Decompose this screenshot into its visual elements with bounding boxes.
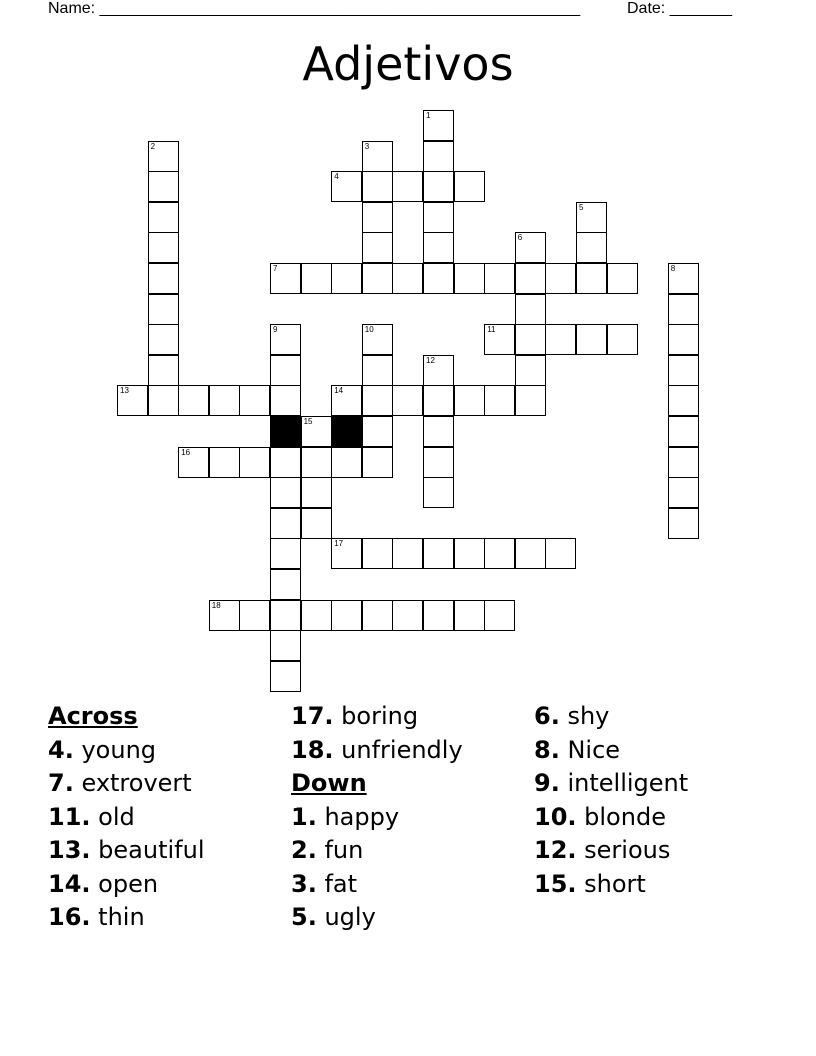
- crossword-cell[interactable]: [148, 355, 179, 386]
- crossword-cell[interactable]: [362, 447, 393, 478]
- crossword-cell[interactable]: [301, 508, 332, 539]
- crossword-cell[interactable]: [668, 385, 699, 416]
- black-square: [331, 416, 362, 447]
- clues-section: [48, 700, 768, 950]
- clue-down-9: [534, 767, 774, 801]
- crossword-cell[interactable]: [270, 508, 301, 539]
- crossword-cell[interactable]: [484, 385, 515, 416]
- clue-down-15: [534, 868, 774, 902]
- crossword-cell[interactable]: [668, 508, 699, 539]
- crossword-cell[interactable]: [301, 477, 332, 508]
- crossword-cell[interactable]: [148, 385, 179, 416]
- clue-down-5: [291, 901, 531, 935]
- crossword-cell[interactable]: [301, 263, 332, 294]
- crossword-cell[interactable]: [423, 477, 454, 508]
- crossword-cell[interactable]: [178, 385, 209, 416]
- clue-text: open: [98, 869, 159, 898]
- crossword-cell[interactable]: [239, 447, 270, 478]
- crossword-cell[interactable]: [668, 477, 699, 508]
- cell-number: 18: [211, 600, 221, 610]
- clue-number: 13.: [48, 836, 91, 864]
- clue-number: 8.: [534, 735, 560, 764]
- cell-number: 6: [517, 233, 523, 243]
- crossword-cell[interactable]: [607, 263, 638, 294]
- crossword-cell[interactable]: [270, 355, 301, 386]
- crossword-cell[interactable]: [301, 447, 332, 478]
- cell-number: 15: [303, 417, 313, 426]
- clue-text: unfriendly: [341, 735, 463, 764]
- cell-number: 13: [120, 386, 129, 396]
- clue-column-2: [291, 700, 531, 935]
- crossword-cell[interactable]: [515, 355, 546, 386]
- crossword-cell[interactable]: [392, 538, 423, 569]
- clue-number: 3.: [291, 869, 317, 898]
- crossword-cell[interactable]: [515, 324, 546, 355]
- crossword-cell[interactable]: [454, 385, 485, 416]
- crossword-cell[interactable]: [270, 569, 301, 600]
- clue-down-8: [534, 734, 774, 768]
- crossword-cell[interactable]: [423, 171, 454, 202]
- cell-number: 10: [364, 325, 374, 335]
- crossword-cell[interactable]: [668, 447, 699, 478]
- crossword-cell[interactable]: [117, 385, 148, 416]
- clue-text: boring: [341, 702, 419, 730]
- crossword-cell[interactable]: [270, 477, 301, 508]
- crossword-cell[interactable]: [270, 600, 301, 631]
- crossword-cell[interactable]: [331, 263, 362, 294]
- clue-number: 2.: [291, 836, 317, 864]
- clue-across-11: [48, 801, 288, 835]
- crossword-cell[interactable]: [331, 171, 362, 202]
- crossword-cell[interactable]: [515, 538, 546, 569]
- across-heading: Across: [48, 702, 138, 730]
- down-heading: Down: [291, 769, 367, 797]
- cell-number: 11: [487, 325, 496, 335]
- crossword-cell[interactable]: [668, 355, 699, 386]
- clue-number: 5.: [291, 903, 317, 931]
- crossword-cell[interactable]: [454, 600, 485, 631]
- crossword-cell[interactable]: [331, 600, 362, 631]
- crossword-cell[interactable]: [515, 263, 546, 294]
- crossword-cell[interactable]: [270, 538, 301, 569]
- crossword-cell[interactable]: [484, 324, 515, 355]
- crossword-cell[interactable]: [668, 416, 699, 447]
- clue-down-1: [291, 801, 531, 835]
- clue-number: 9.: [534, 769, 560, 797]
- clue-across-18: [291, 734, 531, 768]
- crossword-cell[interactable]: [239, 385, 270, 416]
- clue-across-14: [48, 868, 288, 902]
- cell-number: 7: [273, 264, 278, 273]
- crossword-cell[interactable]: [423, 600, 454, 631]
- clue-number: 17.: [291, 702, 334, 730]
- crossword-cell[interactable]: [362, 416, 393, 447]
- clue-across-13: [48, 834, 288, 868]
- crossword-cell[interactable]: [423, 232, 454, 263]
- crossword-cell[interactable]: [484, 600, 515, 631]
- crossword-cell[interactable]: [423, 202, 454, 233]
- clue-down-3: [291, 868, 531, 902]
- crossword-cell[interactable]: [423, 385, 454, 416]
- clue-down-2: [291, 834, 531, 868]
- crossword-cell[interactable]: [301, 600, 332, 631]
- crossword-cell[interactable]: [270, 447, 301, 478]
- clue-down-12: [534, 834, 774, 868]
- clue-number: 12.: [534, 836, 577, 864]
- name-field-label: Name: ______________________________________________________: [48, 0, 581, 17]
- clue-number: 11.: [48, 802, 91, 831]
- crossword-cell[interactable]: [331, 385, 362, 416]
- clue-column-3: [534, 700, 774, 901]
- crossword-cell[interactable]: [239, 600, 270, 631]
- crossword-cell[interactable]: [362, 600, 393, 631]
- crossword-cell[interactable]: [545, 263, 576, 294]
- clue-text: extrovert: [81, 769, 192, 797]
- clue-text: young: [81, 735, 157, 764]
- clue-text: shy: [567, 702, 610, 730]
- crossword-cell[interactable]: [270, 324, 301, 355]
- clue-text: blonde: [584, 802, 666, 831]
- crossword-cell[interactable]: [515, 385, 546, 416]
- crossword-cell[interactable]: [515, 294, 546, 325]
- crossword-cell[interactable]: [209, 600, 240, 631]
- cell-number: 4: [334, 172, 339, 182]
- crossword-cell[interactable]: [668, 324, 699, 355]
- clue-text: ugly: [324, 903, 376, 931]
- crossword-cell[interactable]: [484, 538, 515, 569]
- crossword-cell[interactable]: [362, 232, 393, 263]
- clue-across-4: [48, 734, 288, 768]
- crossword-cell[interactable]: [362, 141, 393, 172]
- crossword-cell[interactable]: [270, 630, 301, 661]
- clue-number: 1.: [291, 802, 317, 831]
- date-field-label: Date: _______: [627, 0, 732, 17]
- crossword-cell[interactable]: [148, 324, 179, 355]
- clue-across-17: [291, 700, 531, 734]
- cell-number: 14: [334, 386, 344, 396]
- clue-column-1: [48, 700, 288, 935]
- clue-number: 6.: [534, 702, 560, 730]
- crossword-cell[interactable]: [576, 324, 607, 355]
- clue-number: 4.: [48, 735, 74, 764]
- clue-number: 16.: [48, 903, 91, 931]
- crossword-cell[interactable]: [362, 324, 393, 355]
- crossword-cell[interactable]: [148, 202, 179, 233]
- clue-number: 10.: [534, 802, 577, 831]
- cell-number: 5: [579, 202, 584, 212]
- clue-text: serious: [584, 836, 671, 864]
- crossword-cell[interactable]: [362, 171, 393, 202]
- crossword-cell[interactable]: [454, 538, 485, 569]
- crossword-cell[interactable]: [148, 263, 179, 294]
- crossword-cell[interactable]: [362, 385, 393, 416]
- clue-text: fun: [324, 836, 364, 864]
- black-square: [270, 416, 301, 447]
- cell-number: 8: [670, 264, 676, 273]
- crossword-cell[interactable]: [148, 141, 179, 172]
- cell-number: 9: [273, 325, 278, 335]
- crossword-cell[interactable]: [484, 263, 515, 294]
- crossword-cell[interactable]: [515, 232, 546, 263]
- crossword-cell[interactable]: [392, 263, 423, 294]
- cell-number: 2: [150, 141, 156, 151]
- crossword-cell[interactable]: [576, 263, 607, 294]
- crossword-cell[interactable]: [270, 385, 301, 416]
- clue-number: 7.: [48, 769, 74, 797]
- cell-number: 12: [426, 355, 435, 365]
- crossword-cell[interactable]: [423, 538, 454, 569]
- clue-number: 15.: [534, 869, 577, 898]
- crossword-cell[interactable]: [270, 661, 301, 692]
- crossword-cell[interactable]: [148, 171, 179, 202]
- crossword-cell[interactable]: [392, 600, 423, 631]
- clue-text: old: [98, 802, 135, 831]
- clue-text: beautiful: [98, 836, 205, 864]
- cell-number: 3: [364, 141, 370, 151]
- clue-text: fat: [324, 869, 358, 898]
- crossword-cell[interactable]: [392, 171, 423, 202]
- crossword-cell[interactable]: [545, 324, 576, 355]
- crossword-cell[interactable]: [607, 324, 638, 355]
- clue-text: happy: [324, 802, 400, 831]
- clue-down-6: [534, 700, 774, 734]
- crossword-cell[interactable]: [576, 232, 607, 263]
- crossword-cell[interactable]: [362, 355, 393, 386]
- clue-text: thin: [98, 903, 145, 931]
- crossword-cell[interactable]: [148, 232, 179, 263]
- crossword-cell[interactable]: [423, 141, 454, 172]
- page-title: Adjetivos: [302, 37, 514, 91]
- clue-text: short: [584, 869, 646, 898]
- clue-down-10: [534, 801, 774, 835]
- crossword-cell[interactable]: [209, 385, 240, 416]
- crossword-cell[interactable]: [668, 294, 699, 325]
- crossword-cell[interactable]: [576, 202, 607, 233]
- crossword-cell[interactable]: [545, 538, 576, 569]
- crossword-cell[interactable]: [301, 416, 332, 447]
- crossword-cell[interactable]: [454, 171, 485, 202]
- cell-number: 1: [426, 111, 431, 120]
- crossword-cell[interactable]: [423, 263, 454, 294]
- crossword-cell[interactable]: [209, 447, 240, 478]
- crossword-cell[interactable]: [178, 447, 209, 478]
- crossword-cell[interactable]: [362, 202, 393, 233]
- crossword-cell[interactable]: [423, 110, 454, 141]
- clue-number: 14.: [48, 869, 91, 898]
- clue-across-16: [48, 901, 288, 935]
- crossword-cell[interactable]: [331, 538, 362, 569]
- clue-number: 18.: [291, 735, 334, 764]
- crossword-cell[interactable]: [668, 263, 699, 294]
- crossword-cell[interactable]: [454, 263, 485, 294]
- clue-across-7: [48, 767, 288, 801]
- crossword-cell[interactable]: [270, 263, 301, 294]
- crossword-cell[interactable]: [362, 538, 393, 569]
- crossword-cell[interactable]: [362, 263, 393, 294]
- crossword-cell[interactable]: [148, 294, 179, 325]
- clue-text: intelligent: [567, 769, 689, 797]
- cell-number: 17: [334, 539, 344, 549]
- crossword-cell[interactable]: [392, 385, 423, 416]
- crossword-cell[interactable]: [423, 447, 454, 478]
- crossword-cell[interactable]: [423, 416, 454, 447]
- crossword-cell[interactable]: [331, 447, 362, 478]
- cell-number: 16: [181, 447, 191, 457]
- crossword-cell[interactable]: [423, 355, 454, 386]
- clue-text: Nice: [567, 735, 621, 764]
